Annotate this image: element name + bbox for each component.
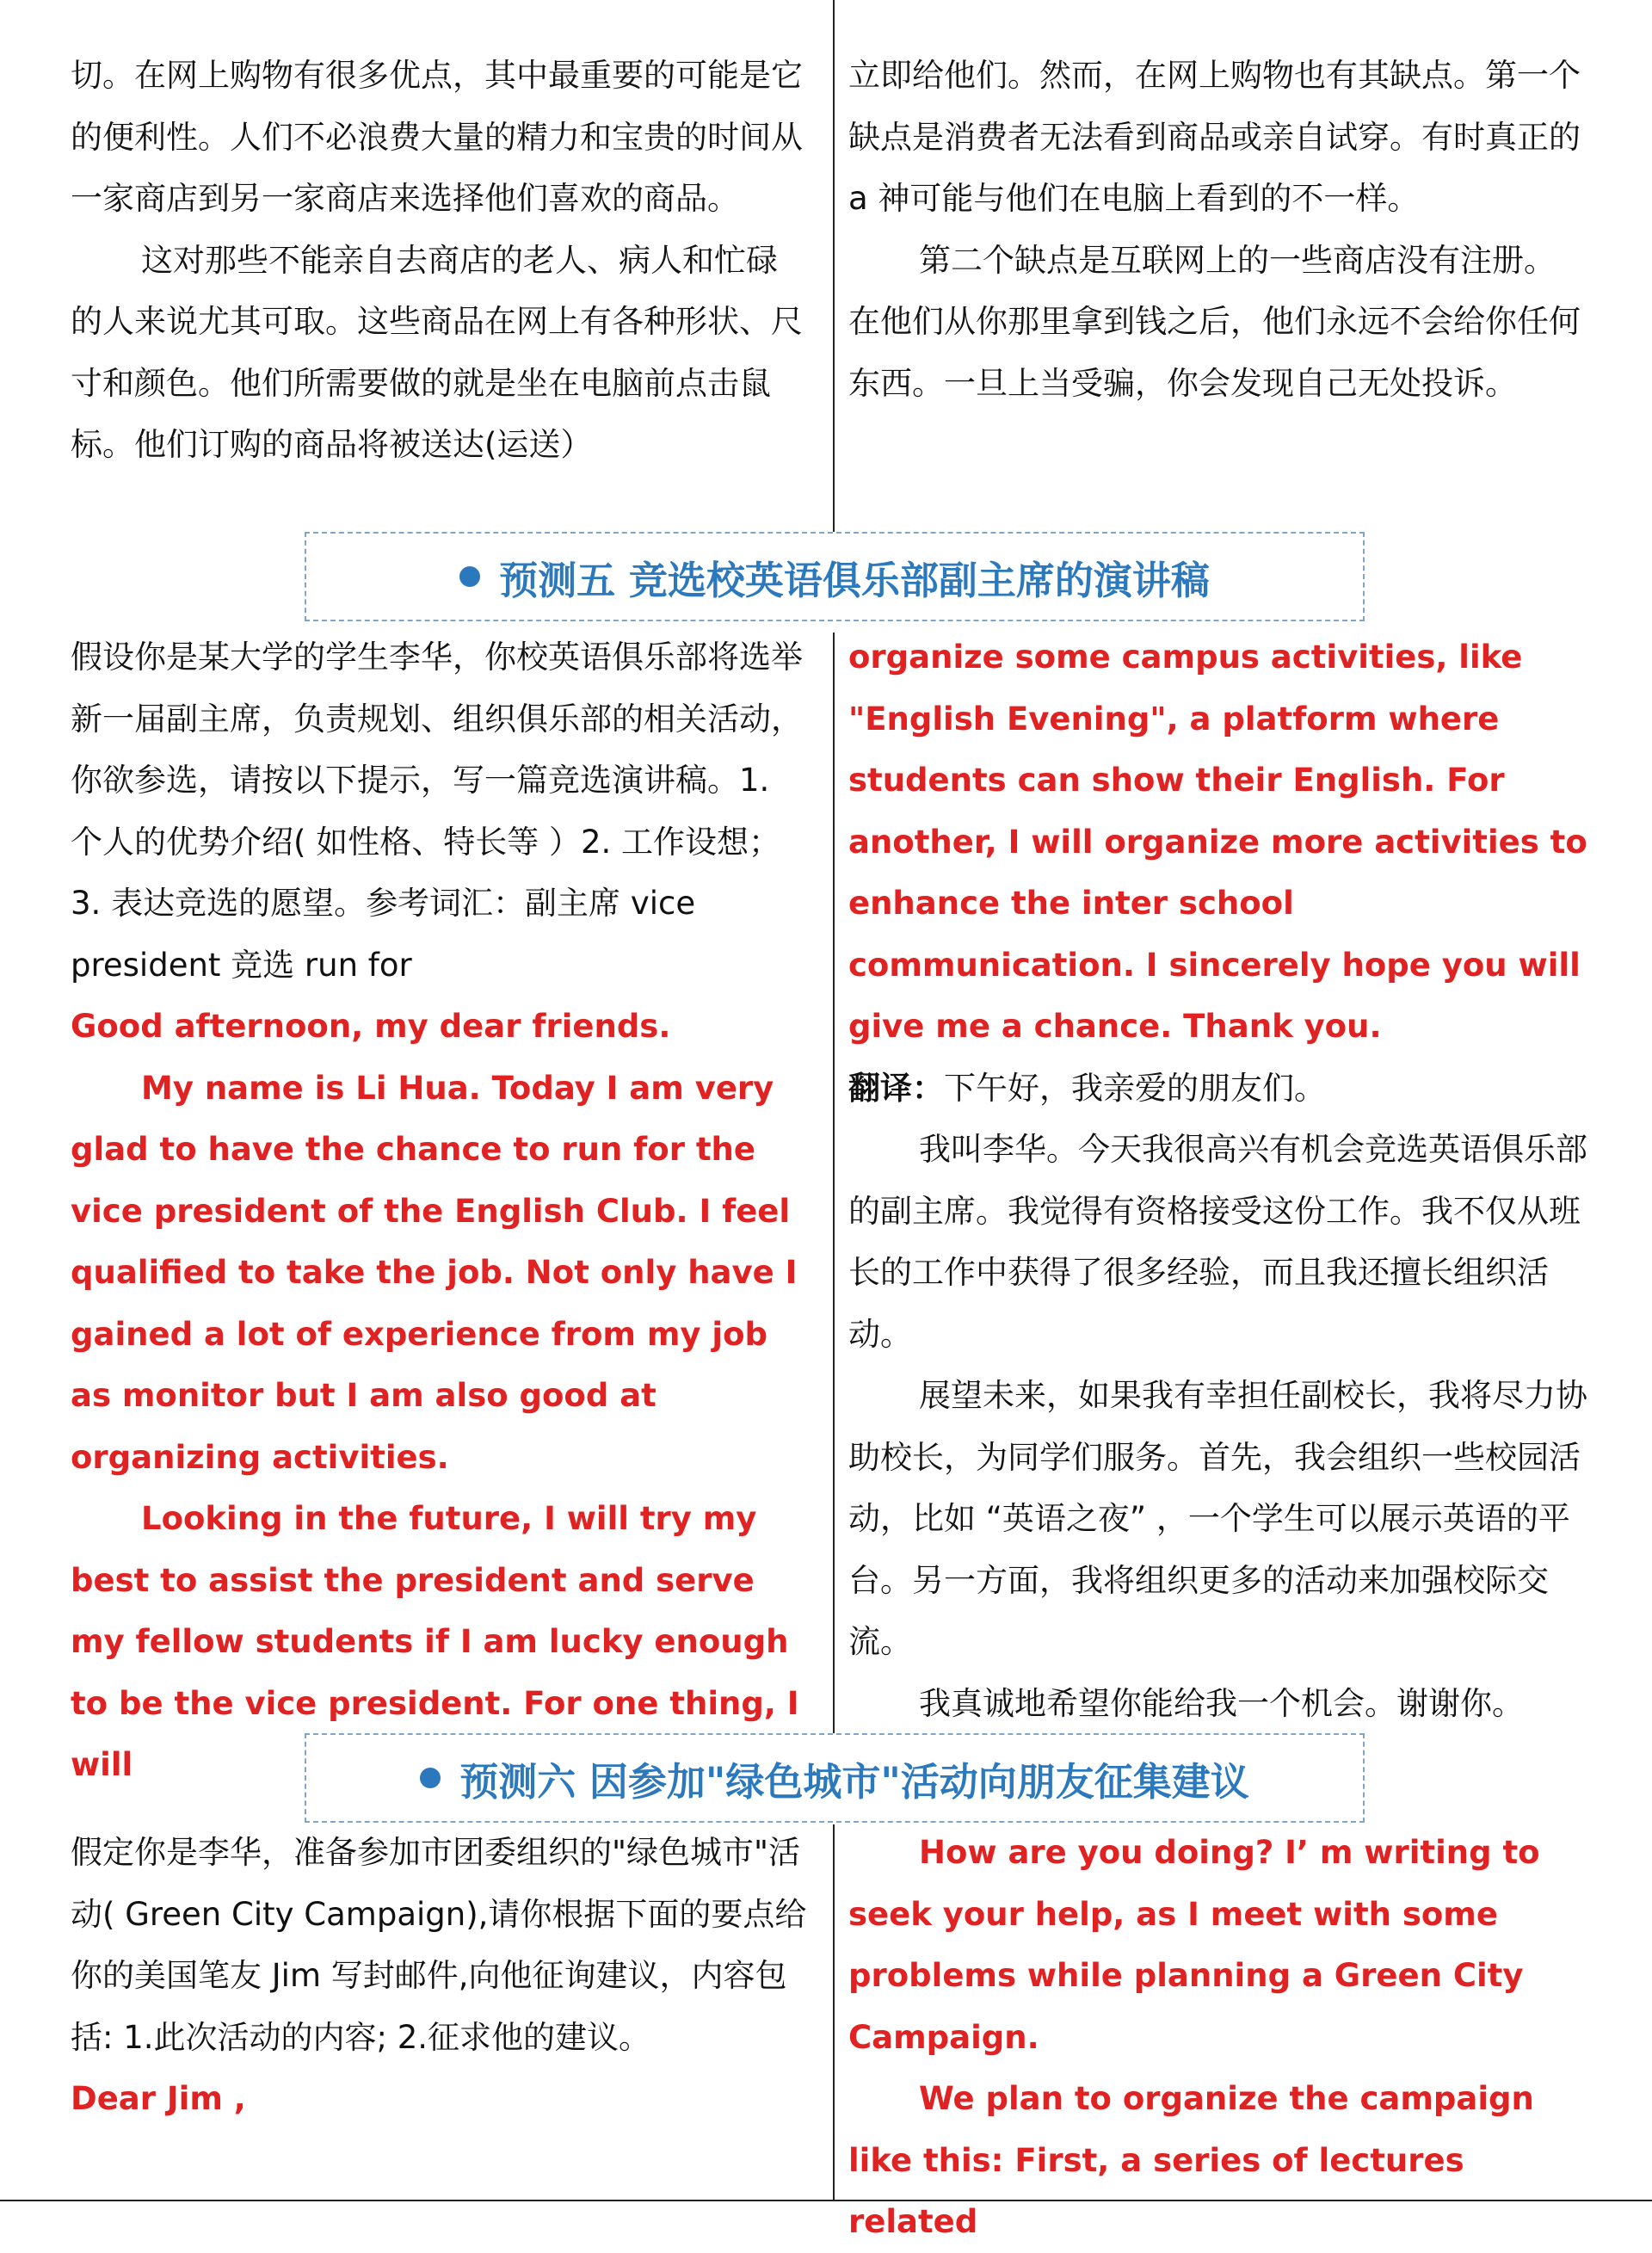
section1-left-para-1: 切。在网上购物有很多优点，其中最重要的可能是它的便利性。人们不必浪费大量的精力和宝贵的时间从一家商店到另一家商店来选择他们喜欢的商品。	[71, 57, 803, 217]
column-divider-1	[833, 0, 835, 534]
column-divider-2	[833, 633, 835, 1738]
bullet-dot-icon	[459, 566, 480, 587]
email-paragraph-2: We plan to organize the campaign like this: First, a series of lectures related	[848, 2080, 1534, 2240]
section3-left-column	[71, 1822, 811, 2130]
section1-left-column	[71, 45, 809, 476]
email-greeting: Dear Jim ,	[71, 2080, 246, 2117]
translation-paragraph: 展望未来，如果我有幸担任副校长，我将尽力协助校长，为同学们服务。首先，我会组织一些校园活动，比如 “英语之夜” ，一个学生可以展示英语的平台。另一方面，我将组织更多的活动来加强校际交流。	[848, 1377, 1587, 1660]
section1-right-para-2: 第二个缺点是互联网上的一些商店没有注册。在他们从你那里拿到钱之后，他们永远不会给你任何东西。一旦上当受骗，你会发现自己无处投诉。	[848, 241, 1581, 402]
bullet-dot-icon	[420, 1768, 441, 1788]
section1-left-para-2: 这对那些不能亲自去商店的老人、病人和忙碌的人来说尤其可取。这些商品在网上有各种形状、尺寸和颜色。他们所需要做的就是坐在电脑前点击鼠标。他们订购的商品将被送达(运送）	[71, 241, 803, 463]
section2-left-column	[71, 627, 811, 1796]
answer-paragraph-2: Looking in the future, I will try my best to assist the president and serve my fellow students if I am lucky enough to be the vice president. For one thing, I will	[71, 1500, 799, 1783]
essay-prompt: 假设你是某大学的学生李华，你校英语俱乐部将选举新一届副主席，负责规划、组织俱乐部的相关活动，你欲参选，请按以下提示，写一篇竞选演讲稿。1. 个人的优势介绍( 如性格、特长等 ）2. 工作设想；3. 表达竞选的愿望。参考词汇：副主席 vice president 竞选 run for	[71, 639, 803, 984]
translation-paragraph: 我真诚地希望你能给我一个机会。谢谢你。	[919, 1684, 1524, 1722]
translation-first-line	[848, 1058, 1588, 1120]
bottom-rule	[0, 2200, 1652, 2201]
translation-label: 翻译：	[848, 1069, 944, 1107]
section3-right-column	[848, 1822, 1588, 2253]
column-divider-3	[833, 1824, 835, 2200]
email-paragraph-1: How are you doing? I’ m writing to seek your help, as I meet with some problems while planning a Green City Campaign.	[848, 1834, 1540, 2056]
banner-title: 预测六 因参加"绿色城市"活动向朋友征集建议	[459, 1758, 1249, 1805]
answer-paragraph-1: My name is Li Hua. Today I am very glad to have the chance to run for the vice president of the English Club. I feel qualified to take the job. Not only have I gained a lot of experience from my job as monitor but I am also good at organizing activities.	[71, 1069, 798, 1476]
section1-right-column	[848, 45, 1587, 414]
translation-greeting: 下午好，我亲爱的朋友们。	[944, 1069, 1326, 1107]
section2-right-column	[848, 627, 1588, 1734]
answer-greeting: Good afternoon, my dear friends.	[71, 1008, 671, 1045]
section1-right-para-1: 立即给他们。然而，在网上购物也有其缺点。第一个缺点是消费者无法看到商品或亲自试穿。有时真正的 a 神可能与他们在电脑上看到的不一样。	[848, 57, 1581, 217]
answer-continuation: organize some campus activities, like "English Evening", a platform where students can show their English. For another, I will organize more activities to enhance the inter school communication. I sincerely hope you will give me a chance. Thank you.	[848, 639, 1587, 1045]
email-prompt: 假定你是李华，准备参加市团委组织的"绿色城市"活动( Green City Campaign),请你根据下面的要点给你的美国笔友 Jim 写封邮件,向他征询建议，内容包括: 1.此次活动的内容; 2.征求他的建议。	[71, 1834, 807, 2056]
translation-paragraph: 我叫李华。今天我很高兴有机会竞选英语俱乐部的副主席。我觉得有资格接受这份工作。我不仅从班长的工作中获得了很多经验，而且我还擅长组织活动。	[848, 1131, 1587, 1353]
section-banner-prediction-5	[305, 532, 1365, 621]
banner-title: 预测五 竞选校英语俱乐部副主席的演讲稿	[499, 557, 1210, 603]
section-banner-prediction-6	[305, 1733, 1365, 1823]
